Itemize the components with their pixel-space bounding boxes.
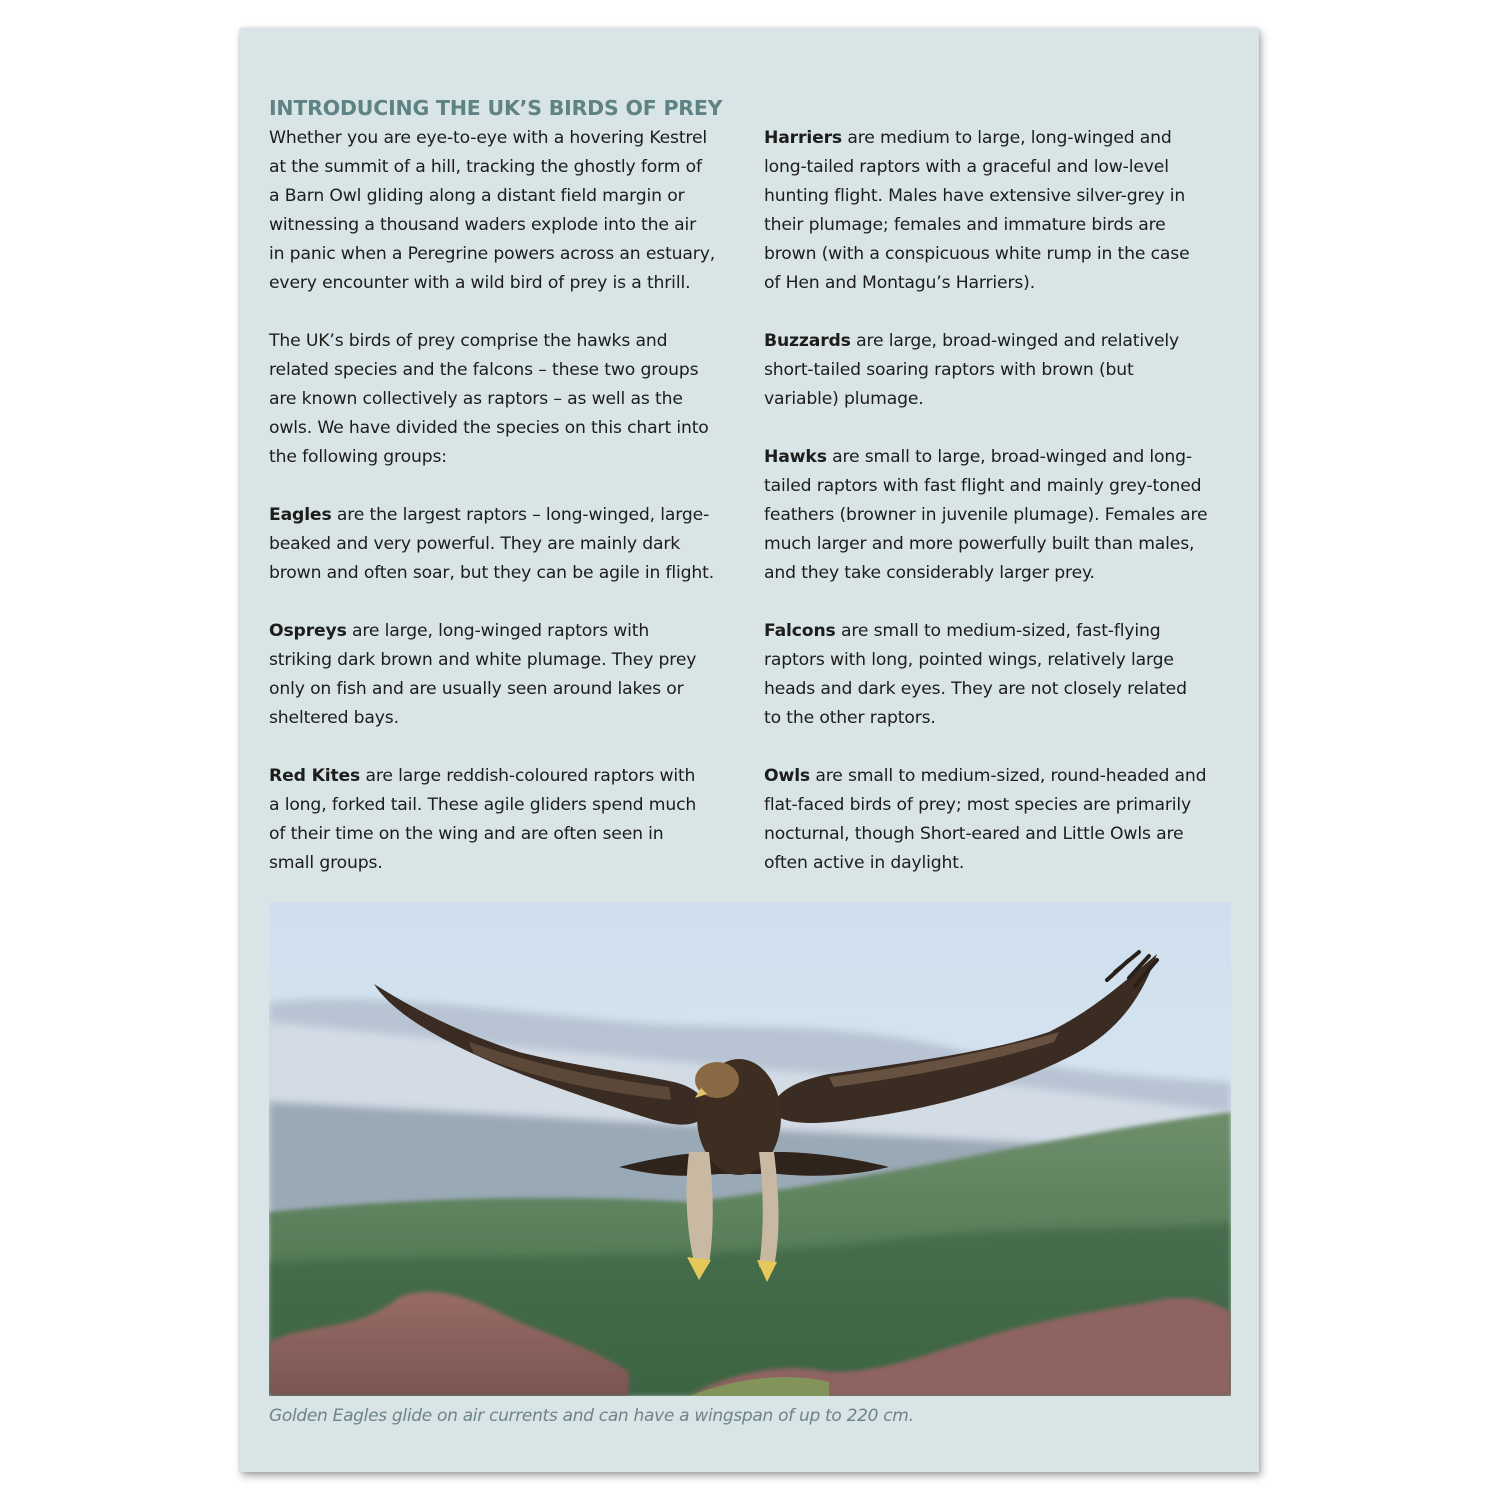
text-line: are medium to large, long-winged and (842, 128, 1172, 148)
text-line: only on fish and are usually seen around lakes or (269, 679, 684, 699)
text-line: and they take considerably larger prey. (764, 563, 1095, 583)
ospreys-paragraph (269, 617, 739, 733)
text-line: related species and the falcons – these two groups (269, 360, 699, 380)
text-line: of their time on the wing and are often seen in (269, 824, 664, 844)
harriers-paragraph (764, 124, 1234, 298)
document-page (240, 28, 1259, 1472)
text-line: heads and dark eyes. They are not closely related (764, 679, 1187, 699)
page-heading: INTRODUCING THE UK’S BIRDS OF PREY (269, 96, 723, 120)
eagles-term: Eagles (269, 505, 332, 525)
text-line: short-tailed soaring raptors with brown (but (764, 360, 1134, 380)
text-line: are the largest raptors – long-winged, large- (331, 505, 710, 525)
text-line: nocturnal, though Short-eared and Little Owls are (764, 824, 1184, 844)
intro-paragraph (269, 124, 739, 298)
text-line: flat-faced birds of prey; most species are primarily (764, 795, 1192, 815)
text-line: long-tailed raptors with a graceful and low-level (764, 157, 1169, 177)
text-line: in panic when a Peregrine powers across an estuary, (269, 244, 716, 264)
text-line: raptors with long, pointed wings, relatively large (764, 650, 1174, 670)
text-line: every encounter with a wild bird of prey is a thrill. (269, 273, 691, 293)
harriers-term: Harriers (764, 128, 842, 148)
text-line: beaked and very powerful. They are mainly dark (269, 534, 681, 554)
hawks-term: Hawks (764, 447, 827, 467)
text-line: often active in daylight. (764, 853, 965, 873)
text-line: the following groups: (269, 447, 447, 467)
text-line: are small to medium-sized, round-headed and (810, 766, 1207, 786)
falcons-paragraph (764, 617, 1234, 733)
text-line: of Hen and Montagu’s Harriers). (764, 273, 1036, 293)
text-line: feathers (browner in juvenile plumage). Females are (764, 505, 1208, 525)
text-line: brown (with a conspicuous white rump in the case (764, 244, 1190, 264)
text-line: are large reddish-coloured raptors with (360, 766, 696, 786)
text-line: at the summit of a hill, tracking the ghostly form of (269, 157, 702, 177)
owls-paragraph (764, 762, 1234, 878)
text-line: striking dark brown and white plumage. They prey (269, 650, 697, 670)
falcons-term: Falcons (764, 621, 836, 641)
red-kites-term: Red Kites (269, 766, 361, 786)
text-line: are large, long-winged raptors with (346, 621, 650, 641)
eagles-paragraph (269, 501, 739, 588)
text-line: tailed raptors with fast flight and mainly grey-toned (764, 476, 1202, 496)
text-line: witnessing a thousand waders explode into the air (269, 215, 697, 235)
text-line: small groups. (269, 853, 383, 873)
text-line: hunting flight. Males have extensive silver-grey in (764, 186, 1186, 206)
text-line: variable) plumage. (764, 389, 924, 409)
buzzards-term: Buzzards (764, 331, 851, 351)
text-line: are small to medium-sized, fast-flying (835, 621, 1161, 641)
text-line: Whether you are eye-to-eye with a hovering Kestrel (269, 128, 707, 148)
text-line: are large, broad-winged and relatively (850, 331, 1180, 351)
text-line: are small to large, broad-winged and long- (826, 447, 1192, 467)
text-line: their plumage; females and immature birds are (764, 215, 1166, 235)
golden-eagle-photo (269, 902, 1231, 1396)
photo-caption: Golden Eagles glide on air currents and can have a wingspan of up to 220 cm. (269, 1406, 914, 1426)
text-line: sheltered bays. (269, 708, 399, 728)
text-line: to the other raptors. (764, 708, 936, 728)
right-column (764, 124, 1234, 907)
text-line: The UK’s birds of prey comprise the hawks and (269, 331, 668, 351)
text-line: much larger and more powerfully built than males, (764, 534, 1195, 554)
ospreys-term: Ospreys (269, 621, 347, 641)
left-column (269, 124, 739, 907)
text-line: a long, forked tail. These agile gliders spend much (269, 795, 697, 815)
groups-intro-paragraph (269, 327, 739, 472)
text-line: brown and often soar, but they can be agile in flight. (269, 563, 715, 583)
hawks-paragraph (764, 443, 1234, 588)
text-line: a Barn Owl gliding along a distant field margin or (269, 186, 685, 206)
owls-term: Owls (764, 766, 811, 786)
text-line: owls. We have divided the species on this chart into (269, 418, 709, 438)
text-line: are known collectively as raptors – as well as the (269, 389, 683, 409)
buzzards-paragraph (764, 327, 1234, 414)
red-kites-paragraph (269, 762, 739, 878)
